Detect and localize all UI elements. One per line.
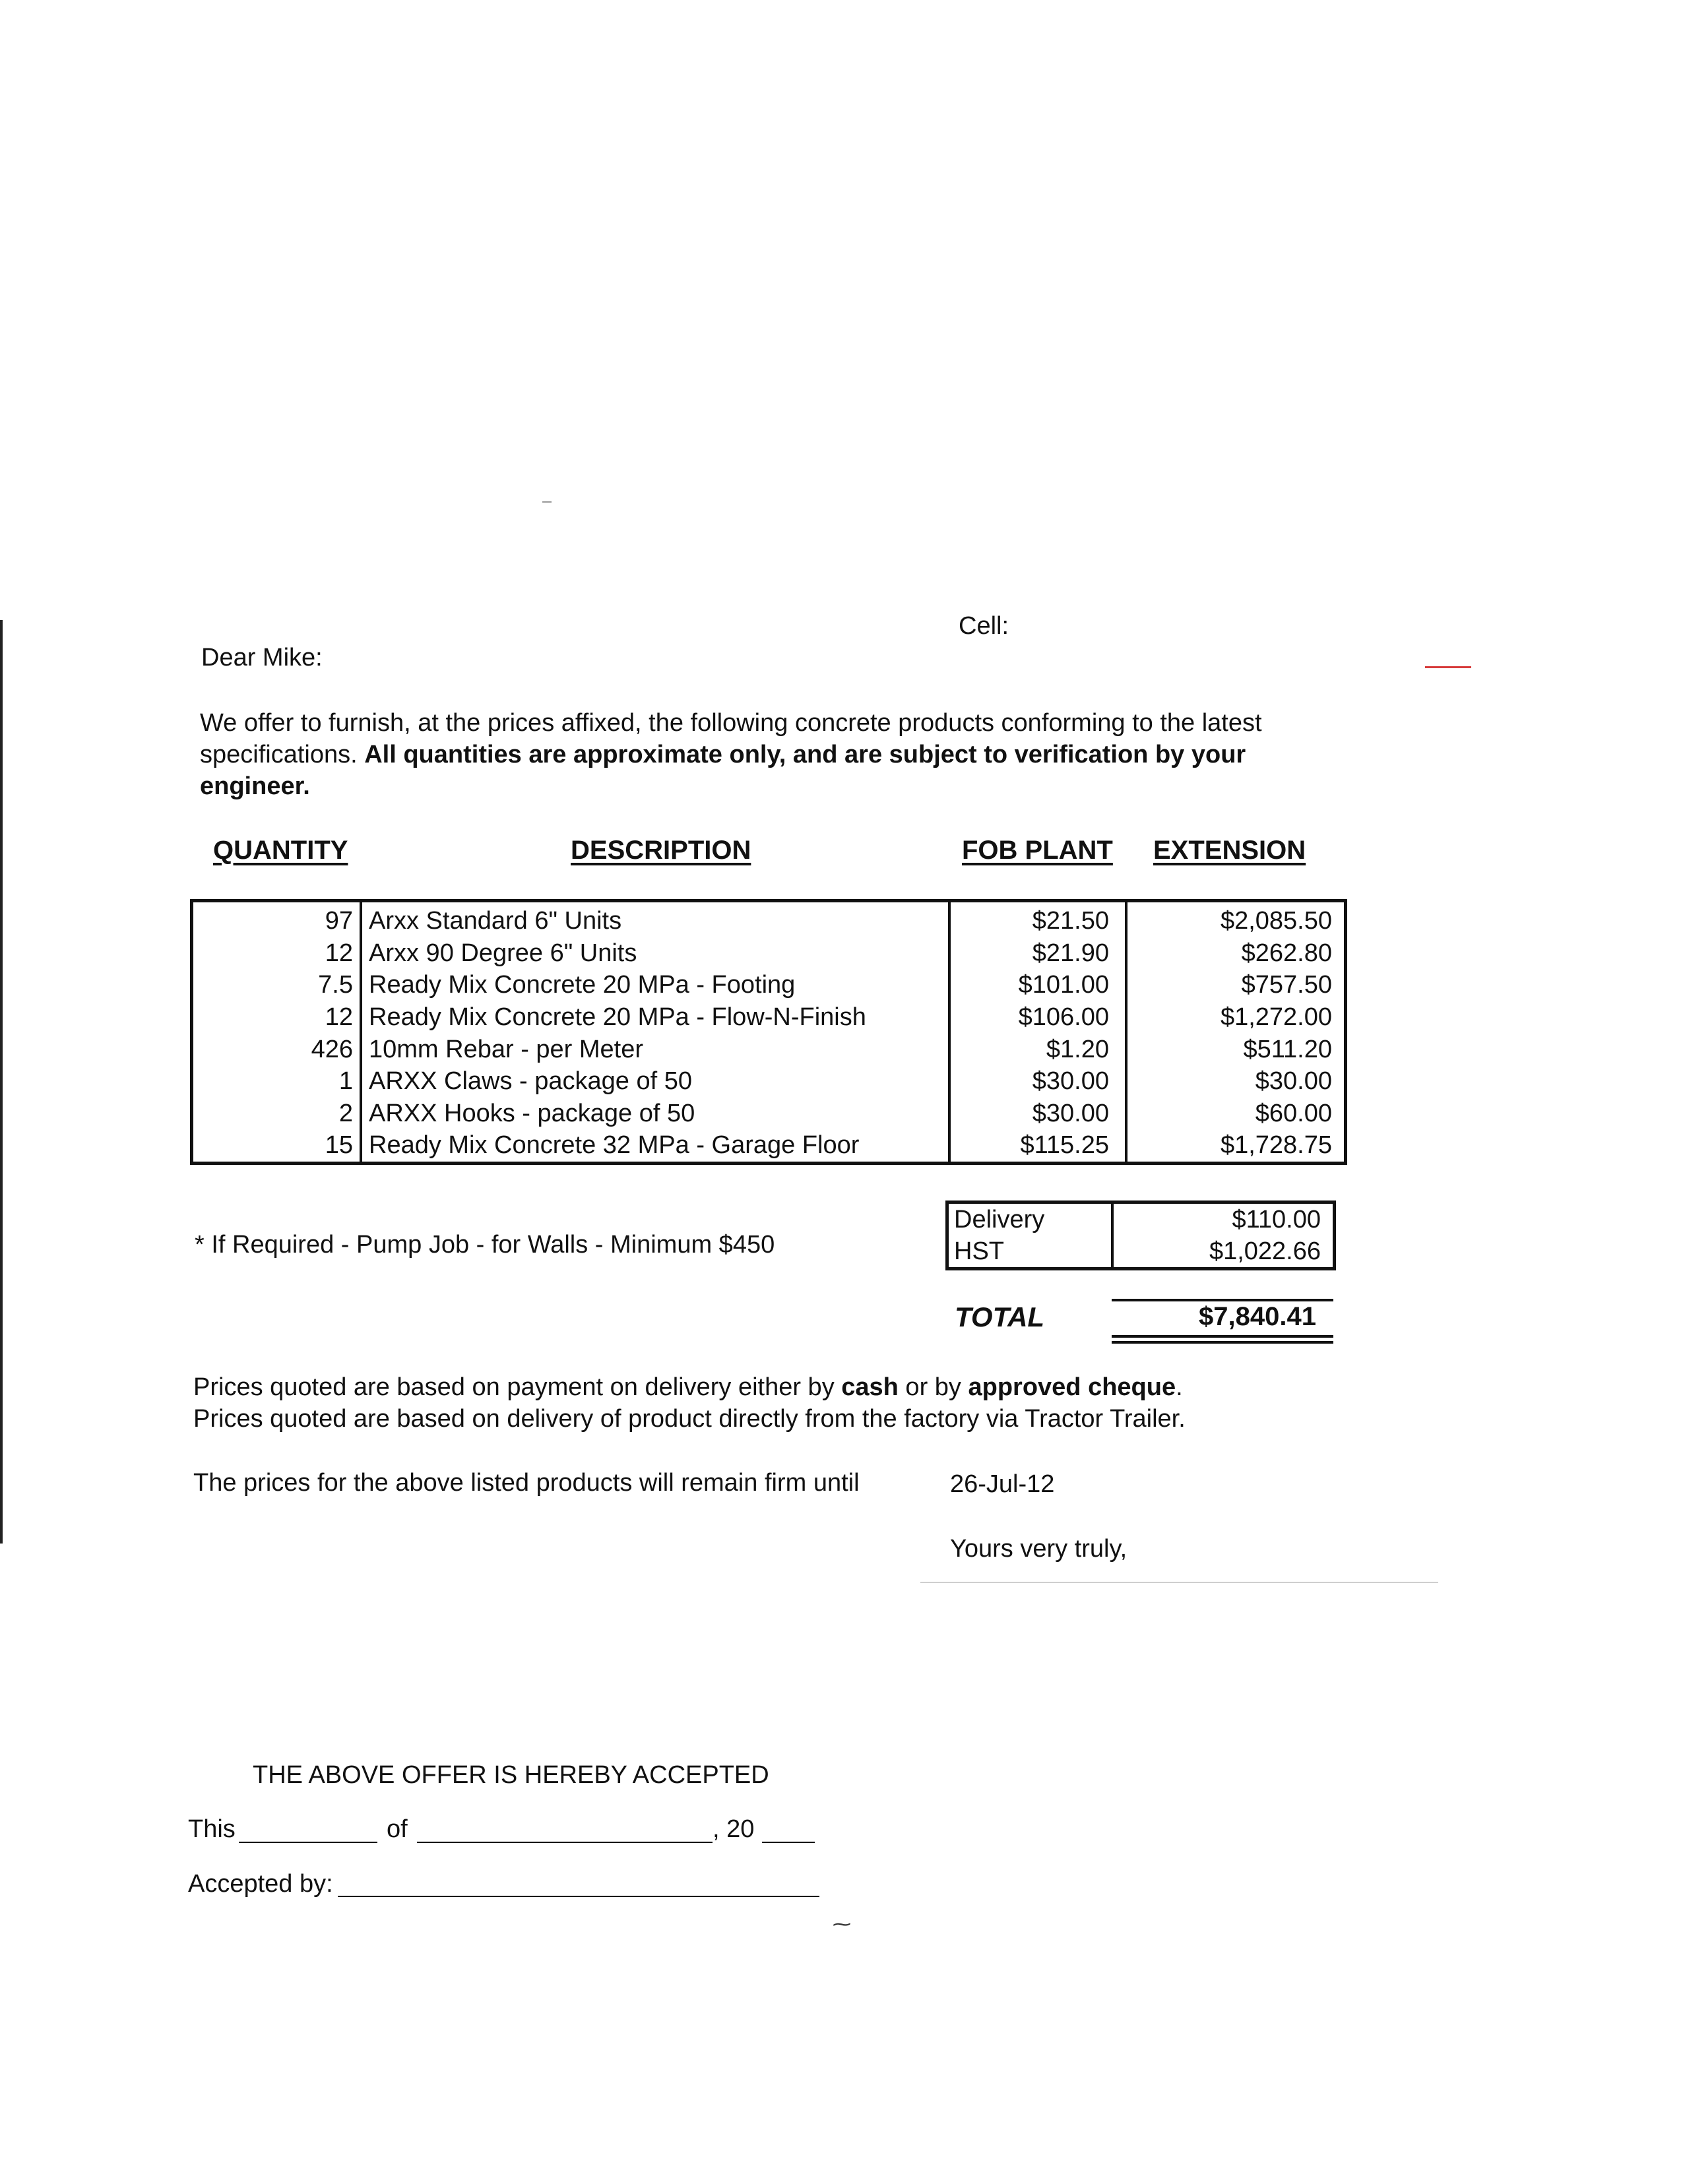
accepted-by-label: Accepted by: [188, 1870, 333, 1898]
red-mark [1425, 666, 1471, 668]
row-fob-price: $30.00 [949, 1065, 1126, 1098]
pen-mark-icon: ⁓ [833, 1914, 851, 1934]
table-row [192, 901, 1346, 937]
row-extension: $2,085.50 [1220, 907, 1332, 935]
year-blank [762, 1842, 815, 1843]
row-fob-price: $101.00 [949, 969, 1126, 1001]
payment-line-1 [193, 1373, 1183, 1402]
top-dash-mark [542, 501, 552, 503]
total-top-rule [1112, 1299, 1333, 1301]
payment-cheque: approved cheque [968, 1373, 1176, 1401]
pump-job-note: * If Required - Pump Job - for Walls - Minimum $450 [195, 1231, 775, 1259]
row-extension: $60.00 [1255, 1099, 1332, 1127]
acceptance-heading: THE ABOVE OFFER IS HEREBY ACCEPTED [253, 1761, 769, 1789]
hst-amount: $1,022.66 [1209, 1237, 1321, 1265]
row-extension: $511.20 [1243, 1035, 1332, 1063]
header-description: DESCRIPTION [571, 836, 751, 865]
row-fob-price: $115.25 [949, 1129, 1126, 1163]
this-day-blank [239, 1842, 377, 1843]
row-extension: $1,272.00 [1220, 1003, 1332, 1032]
table-row [192, 969, 1346, 1001]
table-row [192, 1098, 1346, 1130]
of-label: of [387, 1815, 408, 1843]
table-row [192, 1065, 1346, 1098]
items-table [190, 899, 1347, 1165]
cell-label: Cell: [959, 612, 1009, 640]
payment-cash: cash [841, 1373, 899, 1401]
row-fob-price: $30.00 [949, 1098, 1126, 1130]
firm-until-date: 26-Jul-12 [950, 1470, 1055, 1498]
row-description: Arxx 90 Degree 6" Units [361, 937, 949, 970]
table-row [192, 937, 1346, 970]
payment-text-a: Prices quoted are based on payment on delivery either by [193, 1373, 842, 1401]
row-fob-price: $106.00 [949, 1001, 1126, 1034]
header-quantity: QUANTITY [213, 836, 348, 865]
payment-text-b: or by [898, 1373, 969, 1401]
table-row [192, 1033, 1346, 1065]
row-fob-price: $1.20 [949, 1033, 1126, 1065]
total-label: TOTAL [955, 1301, 1045, 1332]
row-description: ARXX Hooks - package of 50 [361, 1098, 949, 1130]
table-row [192, 1001, 1346, 1034]
intro-bold-text: All quantities are approximate only, and are subject to verification by your engineer. [200, 741, 1246, 800]
delivery-label: Delivery [947, 1202, 1113, 1236]
row-quantity: 12 [192, 937, 362, 970]
hst-label: HST [947, 1235, 1113, 1269]
header-extension: EXTENSION [1153, 836, 1306, 865]
row-quantity: 15 [192, 1129, 362, 1163]
row-quantity: 1 [192, 1065, 362, 1098]
row-quantity: 12 [192, 1001, 362, 1034]
intro-paragraph [200, 707, 1295, 802]
signature-line [920, 1582, 1438, 1583]
hst-row [947, 1235, 1335, 1269]
payment-line-2: Prices quoted are based on delivery of product directly from the factory via Tractor Trailer. [193, 1405, 1186, 1433]
row-description: ARXX Claws - package of 50 [361, 1065, 949, 1098]
greeting: Dear Mike: [201, 644, 323, 671]
row-description: 10mm Rebar - per Meter [361, 1033, 949, 1065]
row-quantity: 426 [192, 1033, 362, 1065]
firm-until-text: The prices for the above listed products will remain firm until [193, 1469, 860, 1497]
charges-table [945, 1201, 1336, 1270]
payment-text-c: . [1176, 1373, 1183, 1401]
total-amount: $7,840.41 [1199, 1302, 1316, 1331]
row-extension: $30.00 [1255, 1067, 1332, 1096]
intro-text: We offer to furnish, at the prices affixed, the following concrete products conforming to the latest specifications. [200, 709, 1262, 768]
month-blank [417, 1842, 713, 1843]
row-quantity: 97 [192, 901, 362, 937]
total-double-rule-1 [1112, 1335, 1333, 1338]
delivery-amount: $110.00 [1232, 1206, 1321, 1233]
closing: Yours very truly, [950, 1535, 1127, 1563]
row-fob-price: $21.50 [949, 901, 1126, 937]
row-quantity: 2 [192, 1098, 362, 1130]
row-fob-price: $21.90 [949, 937, 1126, 970]
row-description: Ready Mix Concrete 20 MPa - Footing [361, 969, 949, 1001]
row-extension: $1,728.75 [1220, 1131, 1332, 1160]
row-quantity: 7.5 [192, 969, 362, 1001]
row-description: Arxx Standard 6" Units [361, 901, 949, 937]
row-extension: $757.50 [1241, 971, 1332, 999]
left-edge-mark [0, 620, 3, 1544]
this-label: This [188, 1815, 236, 1843]
row-description: Ready Mix Concrete 20 MPa - Flow-N-Finish [361, 1001, 949, 1034]
accepted-by-blank [338, 1896, 819, 1897]
row-description: Ready Mix Concrete 32 MPa - Garage Floor [361, 1129, 949, 1163]
total-double-rule-2 [1112, 1341, 1333, 1344]
row-extension: $262.80 [1241, 939, 1332, 967]
year-label: , 20 [713, 1815, 755, 1843]
table-row [192, 1129, 1346, 1163]
header-fob-plant: FOB PLANT [962, 836, 1113, 865]
delivery-row [947, 1202, 1335, 1236]
